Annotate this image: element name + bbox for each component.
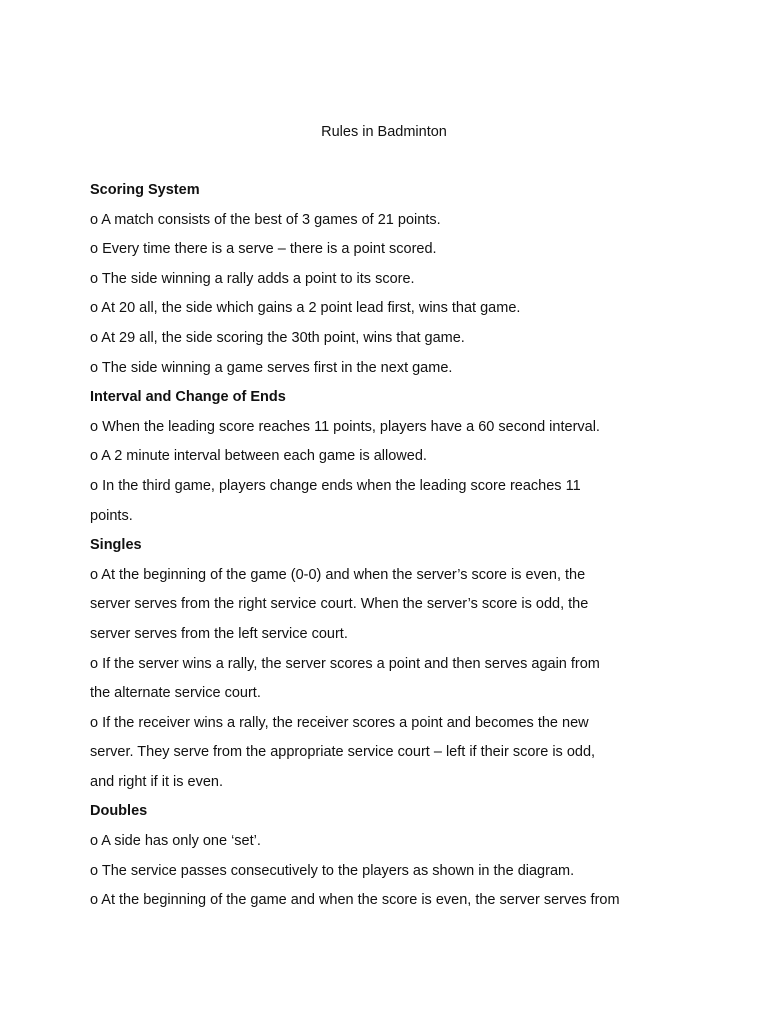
section-heading: Singles (90, 537, 142, 554)
document-body (90, 179, 650, 919)
body-line: o A 2 minute interval between each game is allowed. (90, 448, 427, 465)
body-line: o When the leading score reaches 11 points, players have a 60 second interval. (90, 418, 600, 435)
body-line: o If the server wins a rally, the server scores a point and then serves again from (90, 655, 600, 672)
body-line: points. (90, 507, 133, 524)
body-line: o At the beginning of the game and when the score is even, the server serves from (90, 892, 620, 909)
body-line: o A match consists of the best of 3 games of 21 points. (90, 211, 441, 228)
body-line: o If the receiver wins a rally, the receiver scores a point and becomes the new (90, 714, 589, 731)
body-line: server serves from the right service court. When the server’s score is odd, the (90, 596, 589, 613)
body-line: and right if it is even. (90, 773, 223, 790)
body-line: the alternate service court. (90, 685, 261, 702)
body-line: o At 29 all, the side scoring the 30th point, wins that game. (90, 329, 465, 346)
body-line: o The side winning a game serves first in the next game. (90, 359, 453, 376)
section-heading: Interval and Change of Ends (90, 389, 286, 406)
body-line: o The side winning a rally adds a point to its score. (90, 270, 415, 287)
body-line: o At 20 all, the side which gains a 2 point lead first, wins that game. (90, 300, 521, 317)
body-line: o Every time there is a serve – there is a point scored. (90, 241, 437, 258)
body-line: o A side has only one ‘set’. (90, 833, 261, 850)
section-heading: Doubles (90, 803, 148, 820)
body-line: server serves from the left service court. (90, 625, 348, 642)
body-line: o In the third game, players change ends when the leading score reaches 11 (90, 477, 581, 494)
body-line: o At the beginning of the game (0-0) and when the server’s score is even, the (90, 566, 586, 583)
body-line: o The service passes consecutively to the players as shown in the diagram. (90, 862, 575, 879)
page-title: Rules in Badminton (321, 124, 447, 140)
body-line: server. They serve from the appropriate service court – left if their score is odd, (90, 744, 596, 761)
section-heading: Scoring System (90, 182, 200, 198)
